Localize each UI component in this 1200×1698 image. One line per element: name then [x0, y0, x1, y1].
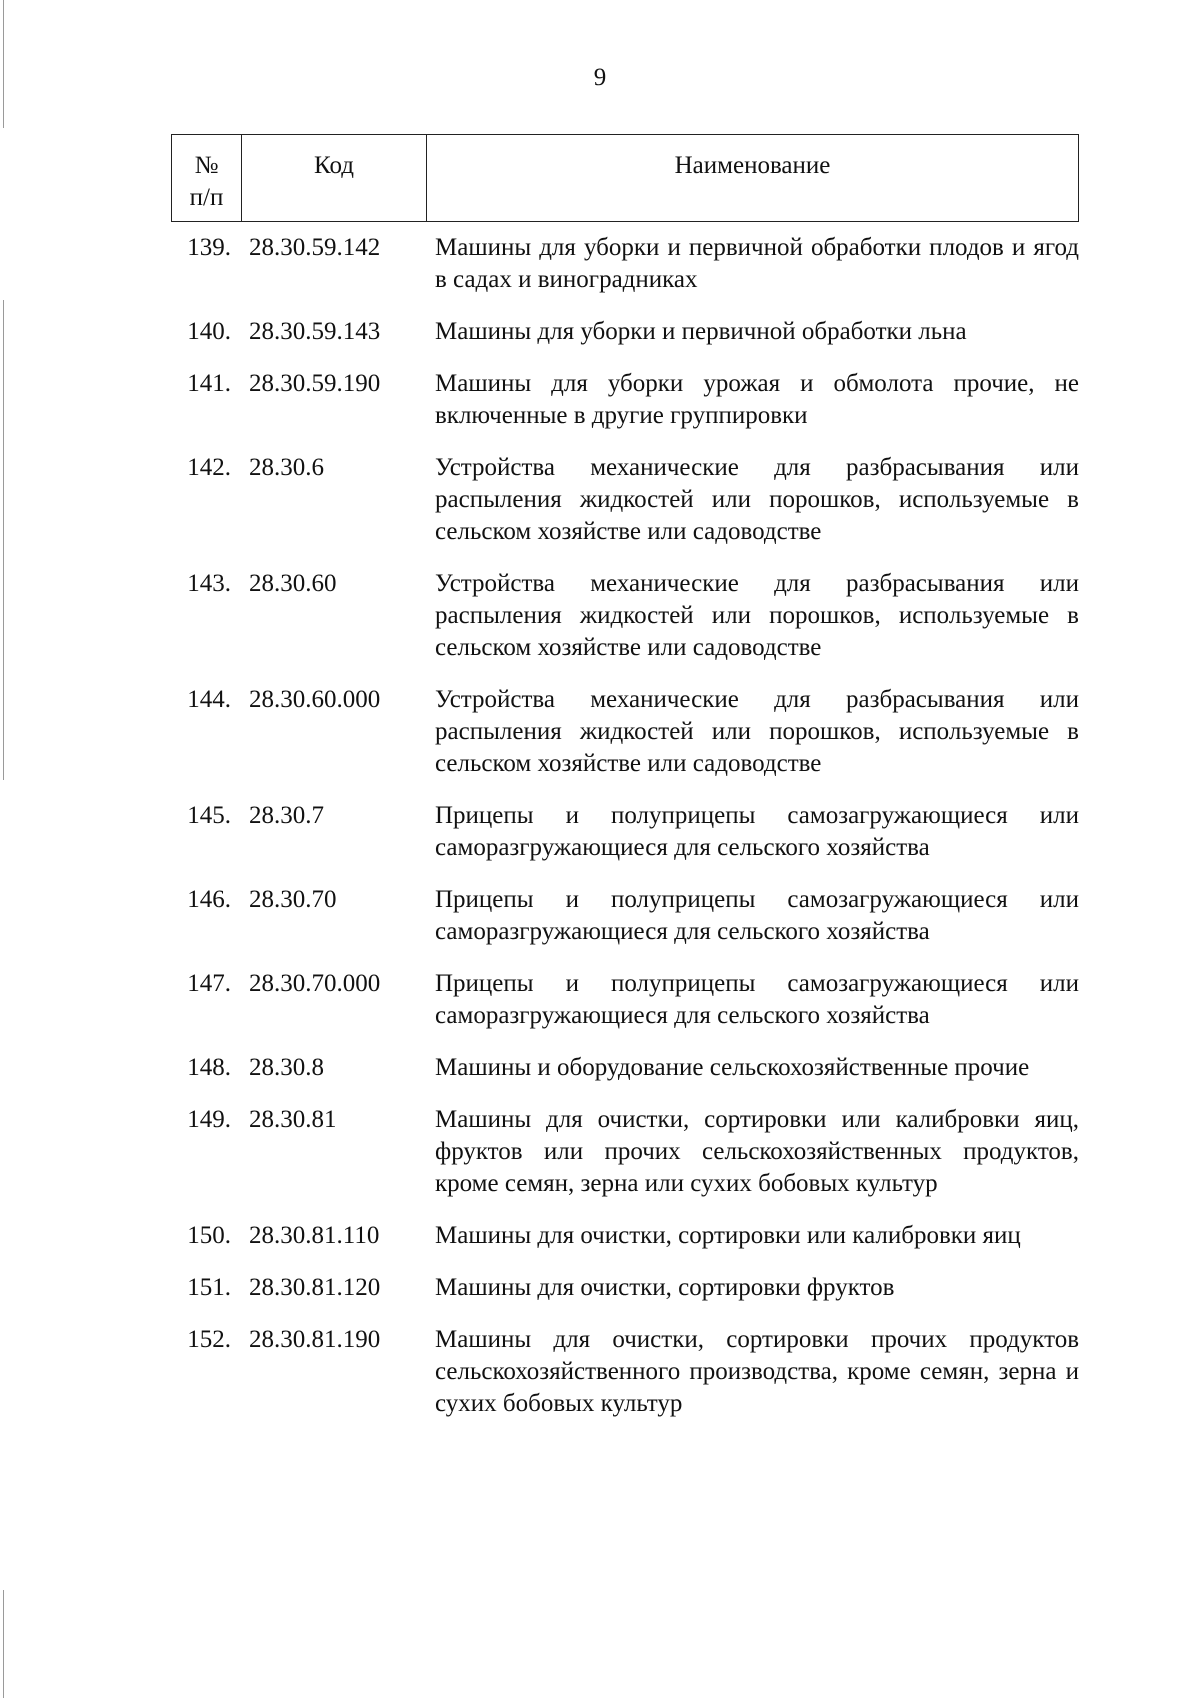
row-name: Машины для очистки, сортировки прочих продуктов сельскохозяйственного производства, кроме семян, зерна и сухих бобовых культур — [435, 1326, 1079, 1417]
table-row — [171, 452, 1079, 548]
table-row — [171, 1104, 1079, 1200]
table-row — [171, 684, 1079, 780]
row-number: 148. — [187, 1054, 231, 1081]
table-row — [171, 1052, 1079, 1084]
row-code: 28.30.60 — [249, 570, 337, 597]
classification-table — [171, 134, 1079, 1440]
row-code: 28.30.6 — [249, 454, 324, 481]
row-number: 145. — [187, 802, 231, 829]
row-name: Прицепы и полуприцепы самозагружающиеся или саморазгружающиеся для сельского хозяйства — [435, 970, 1079, 1029]
row-number: 152. — [187, 1326, 231, 1353]
row-name: Машины и оборудование сельскохозяйственные прочие — [435, 1054, 1030, 1081]
row-code: 28.30.59.142 — [249, 234, 381, 261]
row-number: 150. — [187, 1222, 231, 1249]
header-name-column: Наименование — [674, 152, 831, 179]
row-code: 28.30.70.000 — [249, 970, 381, 997]
header-number-column — [172, 135, 242, 221]
table-row — [171, 1272, 1079, 1304]
row-name: Машины для уборки и первичной обработки плодов и ягод в садах и виноградниках — [435, 234, 1079, 293]
table-row — [171, 568, 1079, 664]
row-number: 142. — [187, 454, 231, 481]
table-row — [171, 1220, 1079, 1252]
row-name: Машины для очистки, сортировки или калибровки яиц — [435, 1222, 1021, 1249]
row-number: 147. — [187, 970, 231, 997]
header-number-abbrev: п/п — [189, 184, 224, 211]
row-name: Прицепы и полуприцепы самозагружающиеся или саморазгружающиеся для сельского хозяйства — [435, 802, 1079, 861]
table-row — [171, 1324, 1079, 1420]
row-number: 146. — [187, 886, 231, 913]
row-code: 28.30.70 — [249, 886, 337, 913]
page-number: 9 — [593, 64, 607, 91]
row-name: Прицепы и полуприцепы самозагружающиеся или саморазгружающиеся для сельского хозяйства — [435, 886, 1079, 945]
table-row — [171, 232, 1079, 296]
row-code: 28.30.7 — [249, 802, 324, 829]
row-number: 141. — [187, 370, 231, 397]
row-code: 28.30.8 — [249, 1054, 324, 1081]
row-code: 28.30.60.000 — [249, 686, 381, 713]
row-name: Машины для очистки, сортировки фруктов — [435, 1274, 895, 1301]
table-body — [171, 232, 1079, 1420]
scan-edge-mark-middle — [3, 300, 4, 780]
table-row — [171, 316, 1079, 348]
header-code-column: Код — [242, 135, 427, 221]
scan-edge-mark-bottom — [3, 1590, 4, 1698]
row-number: 143. — [187, 570, 231, 597]
table-row — [171, 368, 1079, 432]
table-row — [171, 800, 1079, 864]
row-number: 144. — [187, 686, 231, 713]
row-code: 28.30.81.190 — [249, 1326, 381, 1353]
header-number-symbol: № — [194, 152, 219, 179]
row-name: Устройства механические для разбрасывания или распыления жидкостей или порошков, используемые в сельском хозяйстве или садоводстве — [435, 570, 1079, 661]
row-code: 28.30.81.110 — [249, 1222, 380, 1249]
row-name: Машины для уборки и первичной обработки льна — [435, 318, 967, 345]
row-name: Устройства механические для разбрасывания или распыления жидкостей или порошков, используемые в сельском хозяйстве или садоводстве — [435, 454, 1079, 545]
row-number: 149. — [187, 1106, 231, 1133]
row-name: Устройства механические для разбрасывания или распыления жидкостей или порошков, используемые в сельском хозяйстве или садоводстве — [435, 686, 1079, 777]
row-number: 151. — [187, 1274, 231, 1301]
row-code: 28.30.81 — [249, 1106, 337, 1133]
row-name: Машины для очистки, сортировки или калибровки яиц, фруктов или прочих сельскохозяйственных продуктов, кроме семян, зерна или сухих бобовых культур — [435, 1106, 1079, 1197]
row-number: 139. — [187, 234, 231, 261]
table-row — [171, 884, 1079, 948]
row-number: 140. — [187, 318, 231, 345]
table-header — [171, 134, 1079, 222]
row-code: 28.30.59.190 — [249, 370, 381, 397]
row-code: 28.30.81.120 — [249, 1274, 381, 1301]
row-code: 28.30.59.143 — [249, 318, 381, 345]
table-row — [171, 968, 1079, 1032]
row-name: Машины для уборки урожая и обмолота прочие, не включенные в другие группировки — [435, 370, 1079, 429]
